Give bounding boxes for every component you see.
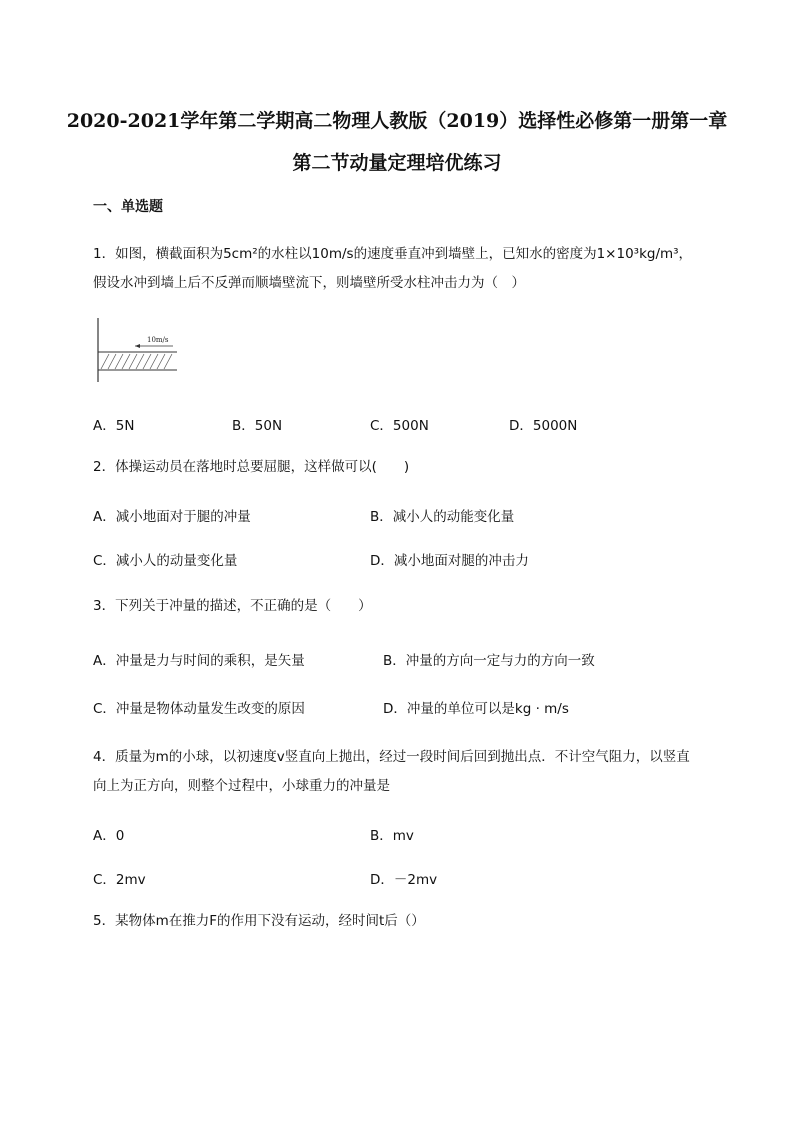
q2-option-d: D．减小地面对腿的冲击力	[370, 553, 529, 569]
q1-option-b: B．50N	[232, 418, 283, 434]
question-4-stem: 4．质量为m的小球，以初速度v竖直向上抛出，经过一段时间后回到抛出点．不计空气阻力，以竖直向上为正方向，则整个过程中，小球重力的冲量是	[93, 749, 690, 794]
q4-option-d: D．－2mv	[370, 872, 438, 888]
question-3-stem: 3．下列关于冲量的描述，不正确的是（ ）	[93, 598, 372, 614]
water-jet-figure	[95, 318, 185, 384]
q3-option-b: B．冲量的方向一定与力的方向一致	[383, 653, 595, 669]
velocity-label: 10m/s	[147, 336, 169, 344]
q1-option-d: D．5000N	[509, 418, 578, 434]
q2-option-c: C．减小人的动量变化量	[93, 553, 238, 569]
q2-option-b: B．减小人的动能变化量	[370, 509, 515, 525]
q1-option-a: A．5N	[93, 418, 135, 434]
q2-option-a: A．减小地面对于腿的冲量	[93, 509, 251, 525]
q4-option-b: B．mv	[370, 828, 414, 844]
q3-option-a: A．冲量是力与时间的乘积，是矢量	[93, 653, 305, 669]
q3-option-d: D．冲量的单位可以是kg · m/s	[383, 701, 569, 717]
q3-option-c: C．冲量是物体动量发生改变的原因	[93, 701, 305, 717]
page-title: 2020-2021学年第二学期高二物理人教版（2019）选择性必修第一册第一章第二节动量定理培优练习	[66, 110, 728, 174]
section-heading: 一、单选题	[93, 199, 163, 215]
question-5-stem: 5．某物体m在推力F的作用下没有运动，经时间t后（）	[93, 913, 425, 929]
question-2-stem: 2．体操运动员在落地时总要屈腿，这样做可以( )	[93, 459, 410, 475]
question-1-stem: 1．如图，横截面积为5cm²的水柱以10m/s的速度垂直冲到墙壁上，已知水的密度为1×10³kg/m³，假设水冲到墙上后不反弹而顺墙壁流下，则墙壁所受水柱冲击力为（ ）	[93, 246, 693, 291]
q4-option-c: C．2mv	[93, 872, 146, 888]
q1-option-c: C．500N	[370, 418, 429, 434]
q4-option-a: A．0	[93, 828, 125, 844]
